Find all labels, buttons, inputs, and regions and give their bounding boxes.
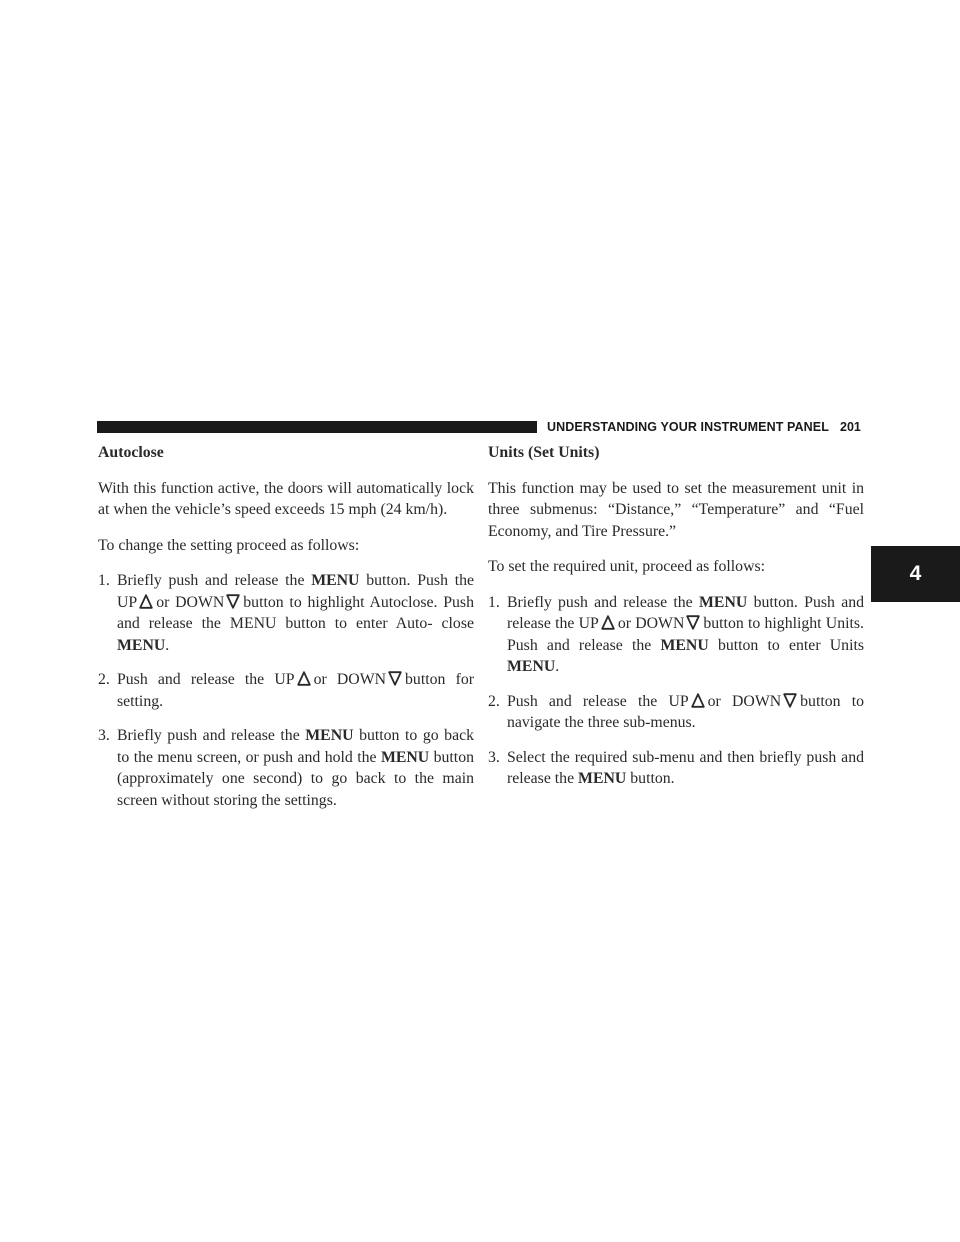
left-column: [98, 442, 474, 824]
up-triangle-icon: [691, 693, 705, 708]
up-triangle-icon: [297, 671, 311, 686]
header-title: UNDERSTANDING YOUR INSTRUMENT PANEL: [547, 420, 829, 434]
chapter-number: 4: [909, 562, 922, 585]
down-triangle-icon: [686, 615, 700, 630]
list-item: 2. Push and release the UP or DOWN button for setting.: [98, 671, 474, 710]
autoclose-steps: [98, 570, 474, 811]
list-item: 3. Select the required sub-menu and then briefly push and release the MENU button.: [488, 748, 864, 787]
menu-keyword: MENU: [578, 770, 627, 787]
menu-keyword: MENU: [660, 636, 709, 654]
units-description: This function may be used to set the measurement unit in three submenus: “Distance,” “Temperature” and “Fuel Economy, and Tire Pressure.”: [488, 479, 864, 540]
autoclose-description: With this function active, the doors will automatically lock at when the vehicle’s speed exceeds 15 mph (24 km/h).: [98, 479, 474, 518]
up-triangle-icon: [601, 615, 615, 630]
up-triangle-icon: [139, 594, 153, 609]
units-heading: Units (Set Units): [488, 444, 600, 461]
menu-keyword: MENU: [507, 658, 556, 675]
list-item: 1. Briefly push and release the MENU button. Push and release the UP or DOWN button to highlight Units. Push and release the MENU button to enter Units MENU.: [488, 593, 865, 675]
chapter-tab: [871, 546, 960, 602]
list-item: 3. Briefly push and release the MENU button to go back to the menu screen, or push and hold the MENU button (approximately one second) to go back to the main screen without storing the settings.: [98, 727, 474, 809]
menu-keyword: MENU: [380, 748, 430, 766]
menu-keyword: MENU: [305, 727, 354, 744]
units-intro: To set the required unit, proceed as follows:: [488, 558, 766, 575]
page-number: 201: [840, 420, 861, 434]
down-triangle-icon: [783, 693, 797, 708]
down-triangle-icon: [388, 671, 402, 686]
menu-keyword: MENU: [311, 572, 360, 589]
right-column: [488, 442, 864, 803]
units-steps: [488, 592, 864, 790]
menu-keyword: MENU: [699, 593, 748, 611]
header-rule: [97, 421, 537, 433]
list-item: 1. Briefly push and release the MENU button. Push the UP or DOWN button to highlight Autoclose. Push and release the MENU button to enter Auto- close MENU.: [98, 572, 474, 654]
autoclose-intro: To change the setting proceed as follows:: [98, 536, 360, 554]
down-triangle-icon: [226, 594, 240, 609]
menu-keyword: MENU: [117, 636, 166, 654]
list-item: 2. Push and release the UP or DOWN button to navigate the three sub-menus.: [488, 692, 865, 731]
autoclose-heading: Autoclose: [98, 444, 164, 461]
